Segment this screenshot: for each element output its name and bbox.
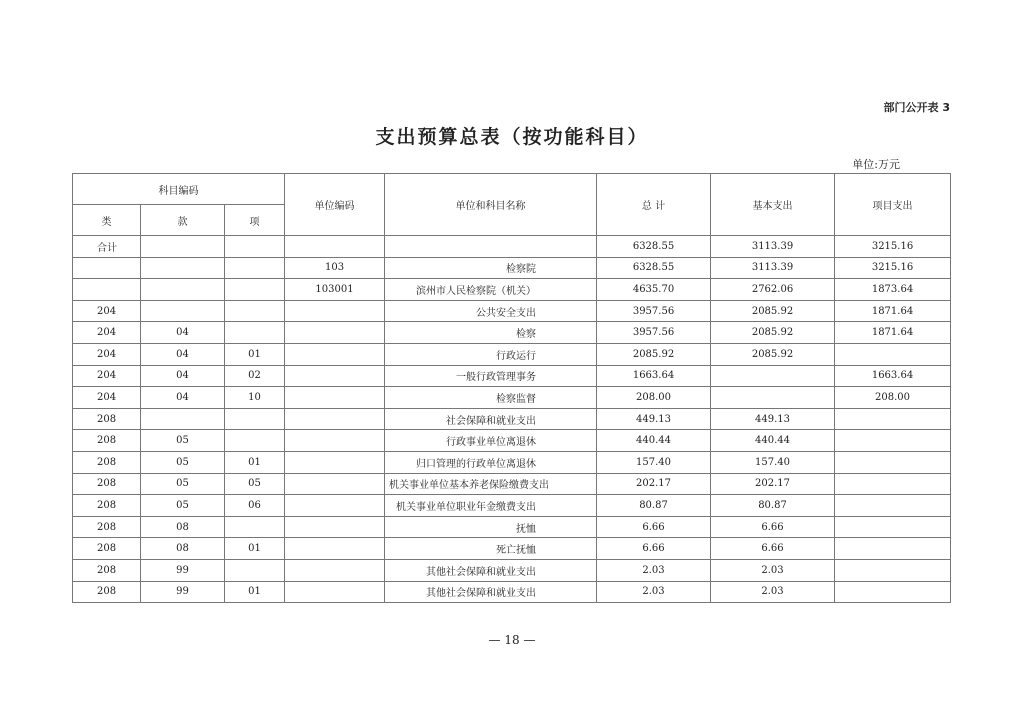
cell-kuan: 05	[141, 473, 225, 495]
basic-expense-header: 基本支出	[711, 174, 835, 236]
cell-total: 157.40	[597, 451, 711, 473]
cell-name: 死亡抚恤	[385, 538, 597, 560]
cell-xiang: 01	[225, 343, 285, 365]
cell-unit-code	[285, 495, 385, 517]
cell-name: 归口管理的行政单位离退休	[385, 451, 597, 473]
cell-total: 80.87	[597, 495, 711, 517]
cell-total: 2.03	[597, 559, 711, 581]
cell-kuan: 99	[141, 559, 225, 581]
cell-unit-code	[285, 343, 385, 365]
cell-total: 2.03	[597, 581, 711, 603]
cell-kuan	[141, 236, 225, 258]
cell-total: 6.66	[597, 538, 711, 560]
cell-kuan	[141, 300, 225, 322]
cell-kuan	[141, 408, 225, 430]
cell-basic: 2.03	[711, 581, 835, 603]
cell-lei	[73, 279, 141, 301]
cell-name: 检察院	[385, 257, 597, 279]
table-row	[73, 236, 951, 258]
kuan-header: 款	[141, 205, 225, 236]
table-row	[73, 451, 951, 473]
cell-lei	[73, 257, 141, 279]
cell-xiang	[225, 430, 285, 452]
cell-kuan: 05	[141, 495, 225, 517]
page-title: 支出预算总表（按功能科目）	[375, 126, 649, 148]
cell-unit-code	[285, 473, 385, 495]
cell-name	[385, 236, 597, 258]
cell-project	[835, 408, 951, 430]
subject-code-header: 科目编码	[73, 174, 285, 205]
cell-xiang	[225, 300, 285, 322]
cell-project	[835, 581, 951, 603]
table-row	[73, 365, 951, 387]
cell-project: 3215.16	[835, 236, 951, 258]
cell-name: 检察监督	[385, 387, 597, 409]
cell-name: 机关事业单位职业年金缴费支出	[385, 495, 597, 517]
cell-kuan: 04	[141, 322, 225, 344]
cell-unit-code	[285, 538, 385, 560]
cell-unit-code	[285, 451, 385, 473]
table-row	[73, 279, 951, 301]
cell-total: 3957.56	[597, 300, 711, 322]
table-row	[73, 516, 951, 538]
cell-basic: 2085.92	[711, 322, 835, 344]
xiang-header: 项	[225, 205, 285, 236]
cell-kuan	[141, 257, 225, 279]
cell-name: 行政事业单位离退休	[385, 430, 597, 452]
cell-lei: 208	[73, 495, 141, 517]
cell-project: 1873.64	[835, 279, 951, 301]
cell-basic: 2762.06	[711, 279, 835, 301]
cell-xiang	[225, 279, 285, 301]
page-number: — 18 —	[488, 633, 536, 647]
cell-lei: 204	[73, 322, 141, 344]
cell-lei: 208	[73, 559, 141, 581]
cell-xiang: 02	[225, 365, 285, 387]
unit-label: 单位:万元	[852, 158, 900, 171]
cell-basic: 80.87	[711, 495, 835, 517]
cell-unit-code	[285, 581, 385, 603]
cell-unit-code	[285, 365, 385, 387]
unit-code-header: 单位编码	[285, 174, 385, 236]
cell-xiang	[225, 322, 285, 344]
cell-xiang	[225, 236, 285, 258]
cell-total: 4635.70	[597, 279, 711, 301]
table-row	[73, 430, 951, 452]
budget-table	[72, 173, 951, 603]
cell-name: 机关事业单位基本养老保险缴费支出	[385, 473, 597, 495]
cell-xiang: 01	[225, 538, 285, 560]
cell-lei: 208	[73, 473, 141, 495]
table-tag: 部门公开表 3	[883, 101, 950, 114]
cell-basic: 3113.39	[711, 257, 835, 279]
total-header: 总 计	[597, 174, 711, 236]
cell-xiang: 01	[225, 451, 285, 473]
cell-lei: 208	[73, 516, 141, 538]
cell-project: 1871.64	[835, 300, 951, 322]
cell-kuan: 08	[141, 538, 225, 560]
cell-total: 1663.64	[597, 365, 711, 387]
cell-xiang	[225, 516, 285, 538]
cell-basic: 2.03	[711, 559, 835, 581]
cell-name: 其他社会保障和就业支出	[385, 581, 597, 603]
cell-unit-code	[285, 408, 385, 430]
cell-basic: 3113.39	[711, 236, 835, 258]
cell-project: 1871.64	[835, 322, 951, 344]
cell-basic	[711, 387, 835, 409]
cell-total: 202.17	[597, 473, 711, 495]
cell-lei: 208	[73, 581, 141, 603]
cell-xiang	[225, 408, 285, 430]
cell-basic: 2085.92	[711, 343, 835, 365]
cell-kuan: 04	[141, 343, 225, 365]
project-expense-header: 项目支出	[835, 174, 951, 236]
cell-project	[835, 430, 951, 452]
cell-unit-code	[285, 387, 385, 409]
cell-kuan: 99	[141, 581, 225, 603]
cell-basic: 202.17	[711, 473, 835, 495]
cell-unit-code	[285, 322, 385, 344]
cell-name: 一般行政管理事务	[385, 365, 597, 387]
table-row	[73, 559, 951, 581]
cell-xiang: 06	[225, 495, 285, 517]
cell-lei: 208	[73, 451, 141, 473]
name-header: 单位和科目名称	[385, 174, 597, 236]
cell-unit-code	[285, 300, 385, 322]
cell-project	[835, 343, 951, 365]
cell-name: 社会保障和就业支出	[385, 408, 597, 430]
cell-basic: 2085.92	[711, 300, 835, 322]
cell-basic: 449.13	[711, 408, 835, 430]
cell-total: 449.13	[597, 408, 711, 430]
cell-project	[835, 538, 951, 560]
cell-total: 3957.56	[597, 322, 711, 344]
lei-header: 类	[73, 205, 141, 236]
cell-total: 6328.55	[597, 257, 711, 279]
cell-lei: 204	[73, 300, 141, 322]
cell-lei: 合计	[73, 236, 141, 258]
cell-kuan: 05	[141, 430, 225, 452]
cell-unit-code	[285, 559, 385, 581]
cell-project	[835, 451, 951, 473]
table-row	[73, 300, 951, 322]
table-row	[73, 495, 951, 517]
cell-lei: 204	[73, 387, 141, 409]
table-body	[73, 236, 951, 603]
cell-lei: 208	[73, 408, 141, 430]
cell-xiang: 01	[225, 581, 285, 603]
cell-kuan: 08	[141, 516, 225, 538]
cell-lei: 208	[73, 430, 141, 452]
cell-project	[835, 473, 951, 495]
cell-basic: 6.66	[711, 538, 835, 560]
cell-xiang	[225, 559, 285, 581]
cell-project	[835, 516, 951, 538]
table-row	[73, 538, 951, 560]
table-row	[73, 387, 951, 409]
cell-kuan: 04	[141, 387, 225, 409]
cell-project	[835, 559, 951, 581]
cell-name: 行政运行	[385, 343, 597, 365]
cell-xiang	[225, 257, 285, 279]
cell-name: 抚恤	[385, 516, 597, 538]
cell-project: 1663.64	[835, 365, 951, 387]
table-row	[73, 322, 951, 344]
cell-unit-code	[285, 430, 385, 452]
table-row	[73, 581, 951, 603]
cell-project: 208.00	[835, 387, 951, 409]
cell-lei: 204	[73, 365, 141, 387]
cell-basic: 440.44	[711, 430, 835, 452]
cell-name: 其他社会保障和就业支出	[385, 559, 597, 581]
cell-project: 3215.16	[835, 257, 951, 279]
cell-unit-code	[285, 236, 385, 258]
cell-kuan: 04	[141, 365, 225, 387]
cell-name: 检察	[385, 322, 597, 344]
table-row	[73, 257, 951, 279]
table-row	[73, 408, 951, 430]
cell-lei: 208	[73, 538, 141, 560]
cell-total: 6.66	[597, 516, 711, 538]
cell-total: 6328.55	[597, 236, 711, 258]
cell-project	[835, 495, 951, 517]
cell-basic	[711, 365, 835, 387]
cell-total: 2085.92	[597, 343, 711, 365]
cell-kuan	[141, 279, 225, 301]
cell-name: 滨州市人民检察院（机关）	[385, 279, 597, 301]
cell-kuan: 05	[141, 451, 225, 473]
cell-unit-code: 103001	[285, 279, 385, 301]
cell-total: 208.00	[597, 387, 711, 409]
cell-basic: 6.66	[711, 516, 835, 538]
cell-xiang: 05	[225, 473, 285, 495]
table-row	[73, 343, 951, 365]
table-row	[73, 473, 951, 495]
cell-name: 公共安全支出	[385, 300, 597, 322]
cell-unit-code: 103	[285, 257, 385, 279]
cell-total: 440.44	[597, 430, 711, 452]
cell-xiang: 10	[225, 387, 285, 409]
cell-unit-code	[285, 516, 385, 538]
cell-lei: 204	[73, 343, 141, 365]
cell-basic: 157.40	[711, 451, 835, 473]
